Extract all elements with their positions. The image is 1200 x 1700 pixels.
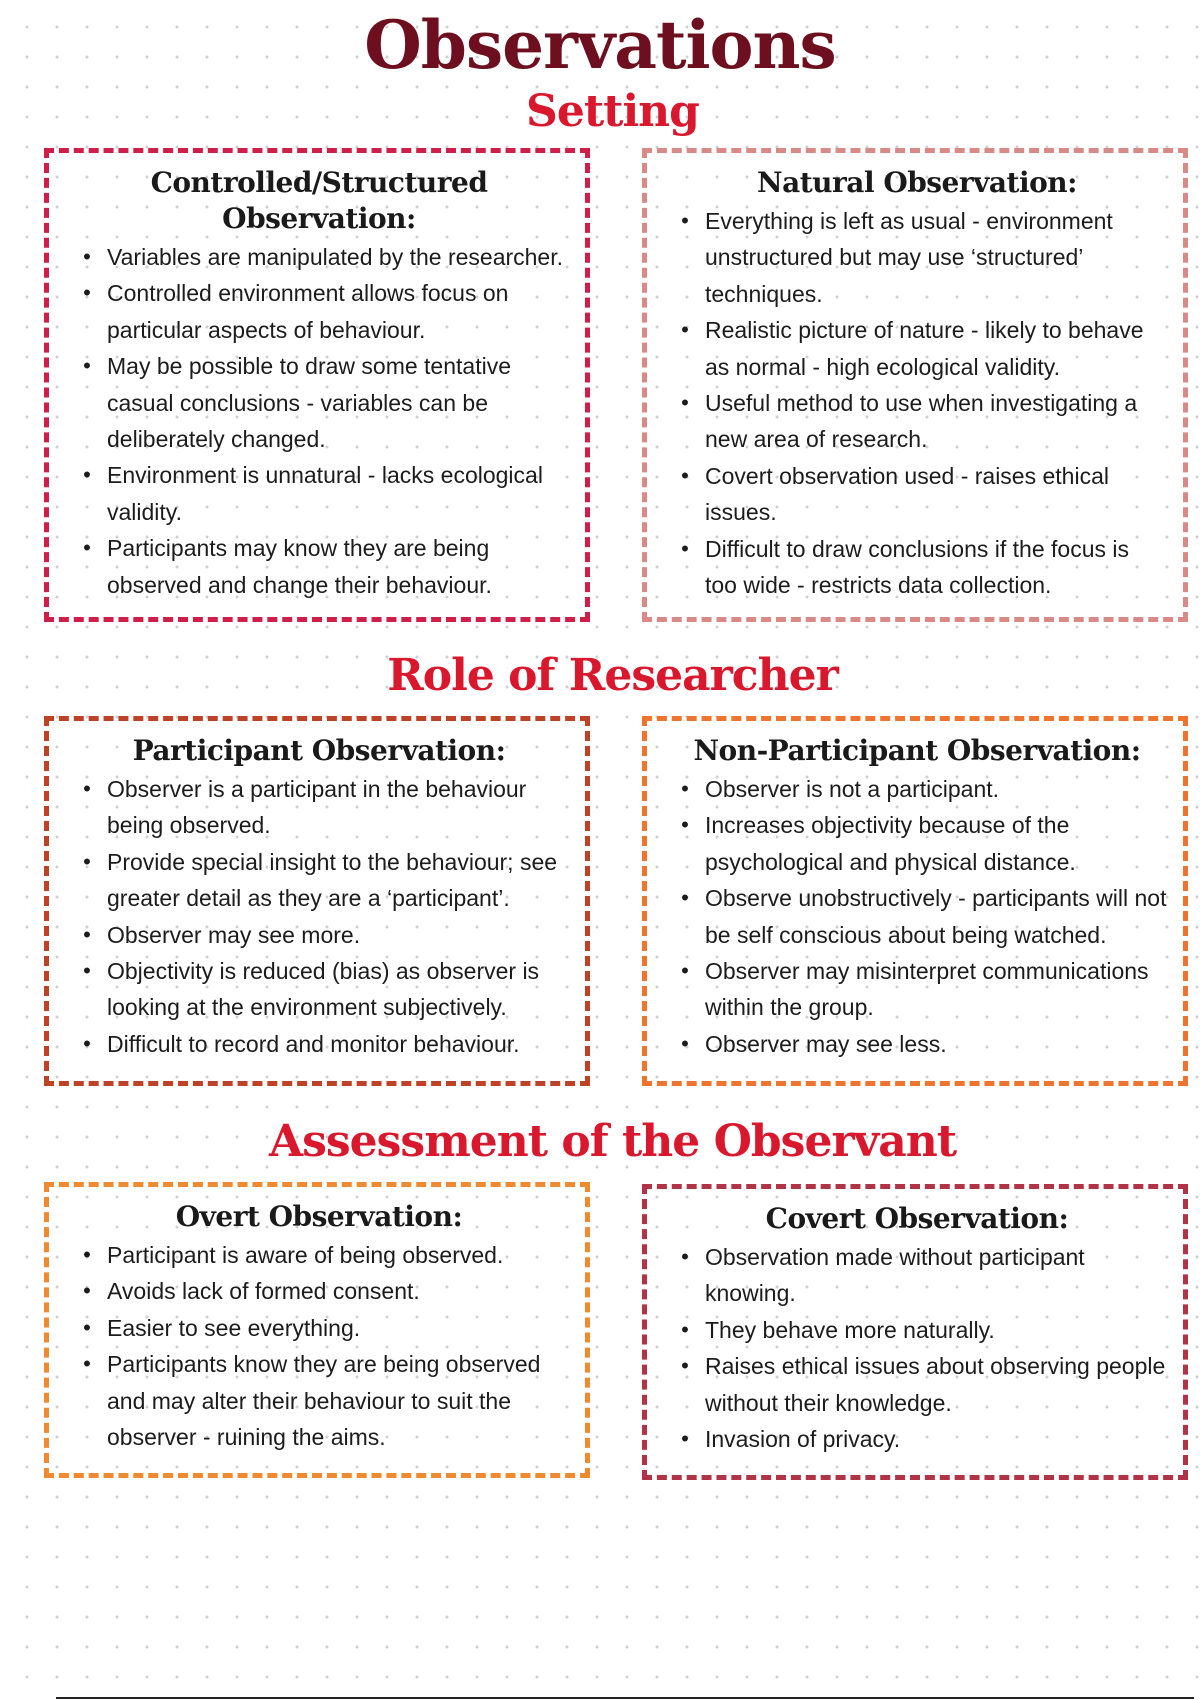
bullet-icon: • (681, 776, 689, 801)
list-item: • Participants know they are being observed and may alter their behaviour to suit the observer - ruining the aims. (107, 1346, 569, 1455)
list-item: • Objectivity is reduced (bias) as observer is looking at the environment subjectively. (107, 953, 569, 1026)
bullet-icon: • (681, 208, 689, 233)
list-item: • Useful method to use when investigating a new area of research. (705, 385, 1167, 458)
bullet-list (667, 203, 1167, 603)
list-item: • Observer may see more. (107, 917, 569, 953)
bullet-icon: • (681, 317, 689, 343)
list-item: • Difficult to record and monitor behaviour. (107, 1026, 569, 1062)
box-title: Natural Observation: (757, 166, 1077, 199)
bullet-icon: • (83, 921, 91, 947)
list-item: • Observer may misinterpret communications within the group. (705, 953, 1167, 1026)
list-item: • Invasion of privacy. (705, 1421, 1167, 1457)
bullet-icon: • (83, 848, 91, 874)
list-item: • Easier to see everything. (107, 1310, 569, 1346)
list-item: • Realistic picture of nature - likely to behave as normal - high ecological validity. (705, 312, 1167, 385)
bullet-icon: • (681, 462, 689, 488)
bullet-list (667, 771, 1167, 1062)
section-title-assessment-of-the-observant: Assessment of the Observant (268, 1116, 957, 1167)
bullet-icon: • (83, 1242, 91, 1267)
bullet-icon: • (83, 244, 91, 269)
bullet-list (69, 1237, 569, 1455)
bullet-icon: • (681, 1316, 689, 1342)
bullet-icon: • (681, 885, 689, 911)
bullet-icon: • (681, 958, 689, 984)
bullet-icon: • (83, 280, 91, 306)
bullet-icon: • (681, 1030, 689, 1056)
list-item: • Variables are manipulated by the researcher. (107, 239, 569, 275)
list-item: • Observer is not a participant. (705, 771, 1167, 807)
bullet-icon: • (681, 1353, 689, 1379)
overt-observation-box (44, 1182, 590, 1478)
non-participant-observation-box (642, 716, 1188, 1086)
natural-observation-box (642, 148, 1188, 622)
covert-observation-box (642, 1184, 1188, 1480)
section-title-role-of-researcher: Role of Researcher (387, 650, 838, 701)
bullet-icon: • (681, 1244, 689, 1269)
list-item: • Controlled environment allows focus on particular aspects of behaviour. (107, 275, 569, 348)
controlled-observation-box (44, 148, 590, 622)
list-item: • Everything is left as usual - environment unstructured but may use ‘structured’ techniques. (705, 203, 1167, 312)
bullet-icon: • (83, 1314, 91, 1340)
list-item: • Difficult to draw conclusions if the focus is too wide - restricts data collection. (705, 531, 1167, 604)
box-title: Overt Observation: (175, 1200, 463, 1233)
list-item: • May be possible to draw some tentative casual conclusions - variables can be deliberately changed. (107, 348, 569, 457)
bullet-icon: • (83, 1030, 91, 1056)
page-title: Observations (364, 6, 836, 84)
bullet-icon: • (83, 776, 91, 801)
bullet-icon: • (681, 535, 689, 561)
bullet-icon: • (681, 390, 689, 416)
list-item: • Observation made without participant knowing. (705, 1239, 1167, 1312)
box-title: Non-Participant Observation: (693, 734, 1141, 767)
bullet-list (667, 1239, 1167, 1457)
bullet-icon: • (83, 1278, 91, 1304)
bullet-icon: • (681, 812, 689, 838)
list-item: • Observe unobstructively - participants will not be self conscious about being watched. (705, 880, 1167, 953)
bottom-rule (56, 1697, 1194, 1699)
bullet-icon: • (83, 1351, 91, 1377)
list-item: • Increases objectivity because of the psychological and physical distance. (705, 807, 1167, 880)
list-item: • Participant is aware of being observed. (107, 1237, 569, 1273)
bullet-icon: • (83, 462, 91, 488)
list-item: • Observer is a participant in the behaviour being observed. (107, 771, 569, 844)
bullet-list (69, 239, 569, 603)
list-item: • They behave more naturally. (705, 1312, 1167, 1348)
box-title: Controlled/Structured Observation: (150, 166, 488, 235)
bullet-list (69, 771, 569, 1062)
list-item: • Avoids lack of formed consent. (107, 1273, 569, 1309)
bullet-icon: • (83, 958, 91, 984)
bullet-icon: • (681, 1426, 689, 1452)
list-item: • Participants may know they are being observed and change their behaviour. (107, 530, 569, 603)
list-item: • Provide special insight to the behaviour; see greater detail as they are a ‘participant’. (107, 844, 569, 917)
list-item: • Observer may see less. (705, 1026, 1167, 1062)
participant-observation-box (44, 716, 590, 1086)
list-item: • Environment is unnatural - lacks ecological validity. (107, 457, 569, 530)
bullet-icon: • (83, 353, 91, 379)
list-item: • Covert observation used - raises ethical issues. (705, 458, 1167, 531)
box-title: Covert Observation: (765, 1202, 1069, 1235)
section-title-setting: Setting (526, 86, 699, 137)
bullet-icon: • (83, 535, 91, 561)
list-item: • Raises ethical issues about observing people without their knowledge. (705, 1348, 1167, 1421)
box-title: Participant Observation: (132, 734, 506, 767)
